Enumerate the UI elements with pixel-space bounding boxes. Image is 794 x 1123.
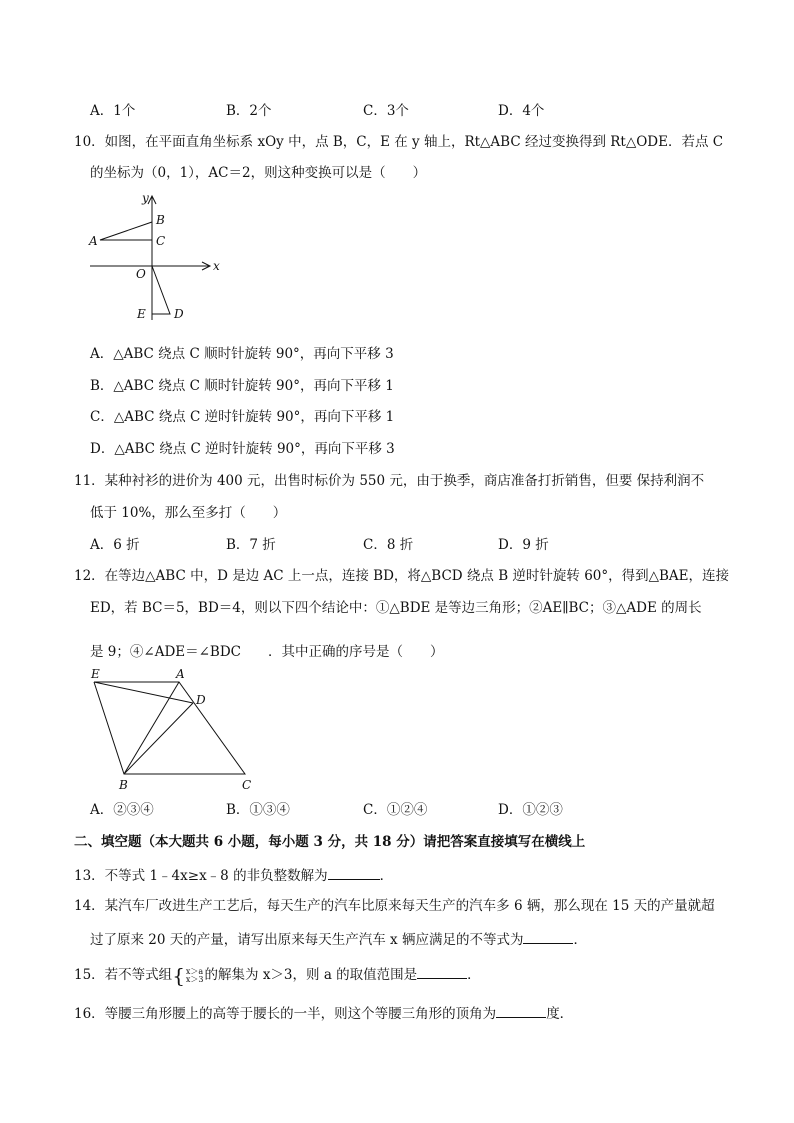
q14-answer-blank[interactable] [523, 929, 573, 944]
quadrilateral-eacb [94, 682, 245, 774]
q15-end: ． [467, 967, 481, 983]
triangle-abc [100, 222, 152, 240]
label-e: E [91, 667, 100, 681]
segment-ed [94, 682, 193, 703]
label-x: x [213, 259, 220, 273]
q13-text: 13．不等式 1﹣4x≥x﹣8 的非负整数解为 [74, 868, 328, 884]
q14-end: ． [573, 932, 587, 948]
label-b: B [156, 213, 165, 227]
label-y: y [142, 192, 149, 205]
q9-option-d: D．4个 [498, 103, 545, 119]
q16-text: 16．等腰三角形腰上的高等于腰长的一半，则这个等腰三角形的顶角为 [74, 1006, 497, 1022]
q15-system-bottom: x＞3 [185, 974, 204, 984]
q14-text: 过了原来 20 天的产量，请写出原来每天生产汽车 x 辆应满足的不等式为 [90, 932, 524, 948]
label-c: C [156, 234, 166, 248]
q16-end: 度． [546, 1006, 574, 1022]
q9-option-a: A．1个 [90, 103, 136, 119]
q15-pre: 15．若不等式组 [74, 967, 173, 983]
q10-option-c: C．△ABC 绕点 C 逆时针旋转 90°，再向下平移 1 [90, 409, 395, 425]
q14-line2 [90, 929, 587, 949]
q11-option-b: B．7 折 [226, 537, 276, 553]
q15-system-top: x＞a [185, 966, 204, 976]
segment-ba [124, 682, 179, 774]
q14-stem-line1: 14．某汽车厂改进生产工艺后，每天生产的汽车比原来每天生产的汽车多 6 辆，那么现在 15 天的产量就超 [74, 898, 715, 914]
q15-system [186, 968, 204, 984]
q11-stem-line1: 11．某种衬衫的进价为 400 元，出售时标价为 550 元，由于换季，商店准备打折销售，但要 保持利润不 [74, 473, 705, 489]
label-c: C [242, 778, 252, 792]
q12-stem-line1: 12．在等边△ABC 中，D 是边 AC 上一点，连接 BD，将△BCD 绕点 B 逆时针旋转 60°，得到△BAE，连接 [74, 568, 730, 584]
q10-option-a: A．△ABC 绕点 C 顺时针旋转 90°，再向下平移 3 [90, 346, 394, 362]
label-a: A [176, 667, 185, 681]
q10-figure [86, 192, 226, 326]
q9-option-c: C．3个 [363, 103, 409, 119]
q13-end: ． [379, 868, 394, 884]
q16-answer-blank[interactable] [496, 1003, 546, 1018]
q12-stem-line2: ED，若 BC＝5，BD＝4，则以下四个结论中：①△BDE 是等边三角形；②AE∥BC；③△ADE 的周长 [90, 600, 702, 616]
q12-option-b: B．①③④ [226, 802, 290, 818]
q12-figure [86, 666, 262, 794]
q11-option-c: C．8 折 [363, 537, 414, 553]
q15-brace: { [172, 963, 185, 988]
label-d: D [196, 693, 206, 707]
q12-stem-line3: 是 9；④∠ADE＝∠BDC ．其中正确的序号是（ ） [90, 644, 444, 660]
q12-option-c: C．①②④ [363, 802, 428, 818]
section-2-heading: 二、填空题（本大题共 6 小题，每小题 3 分，共 18 分）请把答案直接填写在横线上 [74, 834, 586, 850]
q12-option-a: A．②③④ [90, 802, 154, 818]
label-a: A [89, 234, 98, 248]
q13-line [74, 865, 393, 885]
label-b: B [119, 778, 128, 792]
q9-option-b: B．2个 [226, 103, 272, 119]
q16-line [74, 1003, 573, 1023]
q11-stem-line2: 低于 10%，那么至多打（ ） [90, 505, 287, 521]
q12-option-d: D．①②③ [498, 802, 563, 818]
q10-stem-line1: 10．如图，在平面直角坐标系 xOy 中，点 B，C，E 在 y 轴上，Rt△ABC 经过变换得到 Rt△ODE．若点 C [74, 134, 724, 150]
q11-option-a: A．6 折 [90, 537, 140, 553]
label-e: E [137, 307, 146, 321]
q15-answer-blank[interactable] [417, 964, 467, 979]
segment-bd [124, 703, 193, 774]
q15-line [74, 963, 481, 988]
label-o: O [136, 267, 146, 281]
q10-option-b: B．△ABC 绕点 C 顺时针旋转 90°，再向下平移 1 [90, 378, 394, 394]
triangle-ode [152, 266, 170, 314]
q11-option-d: D．9 折 [498, 537, 549, 553]
q10-stem-line2: 的坐标为（0，1），AC＝2，则这种变换可以是（ ） [90, 165, 427, 181]
q10-option-d: D．△ABC 绕点 C 逆时针旋转 90°，再向下平移 3 [90, 441, 395, 457]
q13-answer-blank[interactable] [328, 865, 380, 880]
q15-post: 的解集为 x＞3，则 a 的取值范围是 [204, 967, 418, 983]
label-d: D [174, 307, 184, 321]
